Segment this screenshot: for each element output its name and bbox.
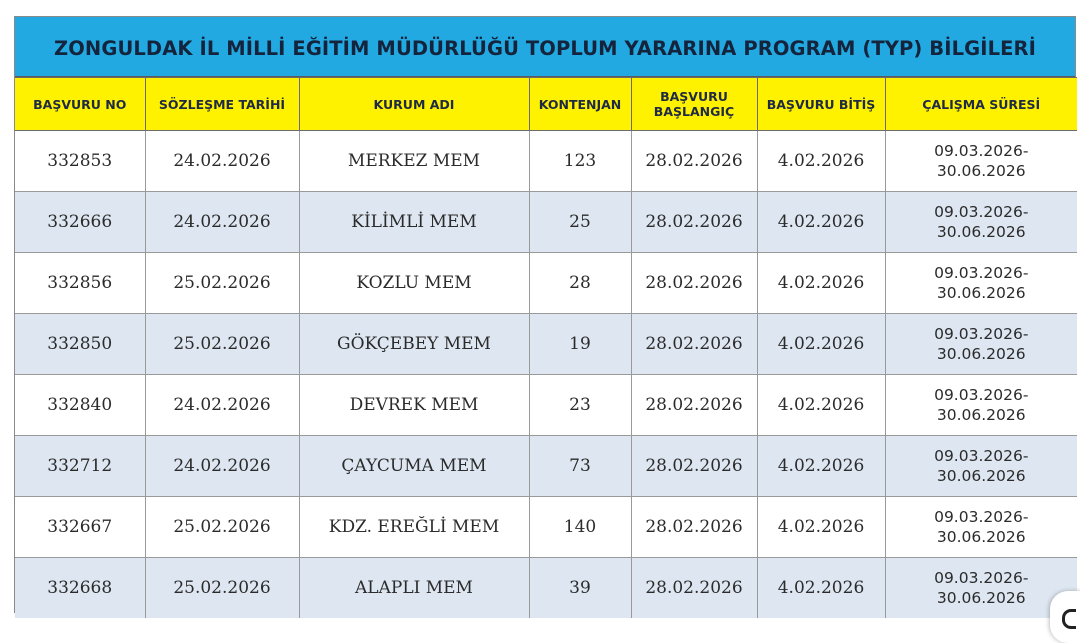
cell-institution-name: MERKEZ MEM — [299, 131, 529, 192]
cell-quota: 25 — [529, 192, 631, 253]
cell-application-end: 4.02.2026 — [757, 253, 885, 314]
cell-work-period: 09.03.2026- 30.06.2026 — [885, 497, 1077, 558]
col-header-application-start: BAŞVURU BAŞLANGIÇ — [631, 78, 757, 131]
col-header-application-end: BAŞVURU BİTİŞ — [757, 78, 885, 131]
header-row — [15, 78, 1077, 131]
cell-work-period: 09.03.2026- 30.06.2026 — [885, 253, 1077, 314]
cell-application-end: 4.02.2026 — [757, 192, 885, 253]
cell-contract-date: 25.02.2026 — [145, 558, 299, 619]
typ-info-table-sheet — [14, 16, 1076, 613]
col-header-institution-name: KURUM ADI — [299, 78, 529, 131]
cell-application-start: 28.02.2026 — [631, 253, 757, 314]
table-row — [15, 436, 1077, 497]
col-header-work-period: ÇALIŞMA SÜRESİ — [885, 78, 1077, 131]
cell-application-no: 332850 — [15, 314, 145, 375]
cell-application-end: 4.02.2026 — [757, 131, 885, 192]
cell-work-period: 09.03.2026- 30.06.2026 — [885, 131, 1077, 192]
cell-contract-date: 24.02.2026 — [145, 131, 299, 192]
cell-quota: 19 — [529, 314, 631, 375]
cell-contract-date: 25.02.2026 — [145, 253, 299, 314]
title-bar — [15, 17, 1075, 77]
col-header-application-no: BAŞVURU NO — [15, 78, 145, 131]
table-row — [15, 192, 1077, 253]
cell-application-no: 332840 — [15, 375, 145, 436]
cell-institution-name: ALAPLI MEM — [299, 558, 529, 619]
cell-quota: 73 — [529, 436, 631, 497]
cell-application-no: 332666 — [15, 192, 145, 253]
cell-application-no: 332856 — [15, 253, 145, 314]
cell-work-period: 09.03.2026- 30.06.2026 — [885, 192, 1077, 253]
cell-institution-name: KOZLU MEM — [299, 253, 529, 314]
cell-contract-date: 25.02.2026 — [145, 314, 299, 375]
cell-application-no: 332667 — [15, 497, 145, 558]
cell-contract-date: 24.02.2026 — [145, 375, 299, 436]
cell-application-no: 332853 — [15, 131, 145, 192]
cell-quota: 39 — [529, 558, 631, 619]
cell-work-period: 09.03.2026- 30.06.2026 — [885, 314, 1077, 375]
cell-application-start: 28.02.2026 — [631, 558, 757, 619]
cell-application-no: 332668 — [15, 558, 145, 619]
cell-application-start: 28.02.2026 — [631, 436, 757, 497]
cell-application-end: 4.02.2026 — [757, 497, 885, 558]
cell-application-start: 28.02.2026 — [631, 314, 757, 375]
col-header-contract-date: SÖZLEŞME TARİHİ — [145, 78, 299, 131]
cell-institution-name: KİLİMLİ MEM — [299, 192, 529, 253]
cell-application-end: 4.02.2026 — [757, 314, 885, 375]
cell-work-period: 09.03.2026- 30.06.2026 — [885, 558, 1077, 619]
cell-application-start: 28.02.2026 — [631, 192, 757, 253]
cell-application-start: 28.02.2026 — [631, 375, 757, 436]
table-row — [15, 253, 1077, 314]
cell-application-end: 4.02.2026 — [757, 558, 885, 619]
col-header-quota: KONTENJAN — [529, 78, 631, 131]
cell-application-end: 4.02.2026 — [757, 436, 885, 497]
cell-application-start: 28.02.2026 — [631, 131, 757, 192]
cell-quota: 123 — [529, 131, 631, 192]
cell-application-no: 332712 — [15, 436, 145, 497]
floating-widget-icon[interactable] — [1050, 591, 1080, 643]
cell-quota: 140 — [529, 497, 631, 558]
cell-institution-name: GÖKÇEBEY MEM — [299, 314, 529, 375]
cell-work-period: 09.03.2026- 30.06.2026 — [885, 436, 1077, 497]
cell-application-start: 28.02.2026 — [631, 497, 757, 558]
typ-table — [15, 77, 1077, 618]
cell-contract-date: 24.02.2026 — [145, 192, 299, 253]
cell-institution-name: ÇAYCUMA MEM — [299, 436, 529, 497]
cell-quota: 28 — [529, 253, 631, 314]
cell-application-end: 4.02.2026 — [757, 375, 885, 436]
table-row — [15, 314, 1077, 375]
cell-institution-name: KDZ. EREĞLİ MEM — [299, 497, 529, 558]
table-title: ZONGULDAK İL MİLLİ EĞİTİM MÜDÜRLÜĞÜ TOPLUM YARARINA PROGRAM (TYP) BİLGİLERİ — [54, 37, 1036, 60]
cell-institution-name: DEVREK MEM — [299, 375, 529, 436]
table-row — [15, 131, 1077, 192]
cell-work-period: 09.03.2026- 30.06.2026 — [885, 375, 1077, 436]
cell-quota: 23 — [529, 375, 631, 436]
cell-contract-date: 24.02.2026 — [145, 436, 299, 497]
table-row — [15, 375, 1077, 436]
table-row — [15, 558, 1077, 619]
table-row — [15, 497, 1077, 558]
cell-contract-date: 25.02.2026 — [145, 497, 299, 558]
